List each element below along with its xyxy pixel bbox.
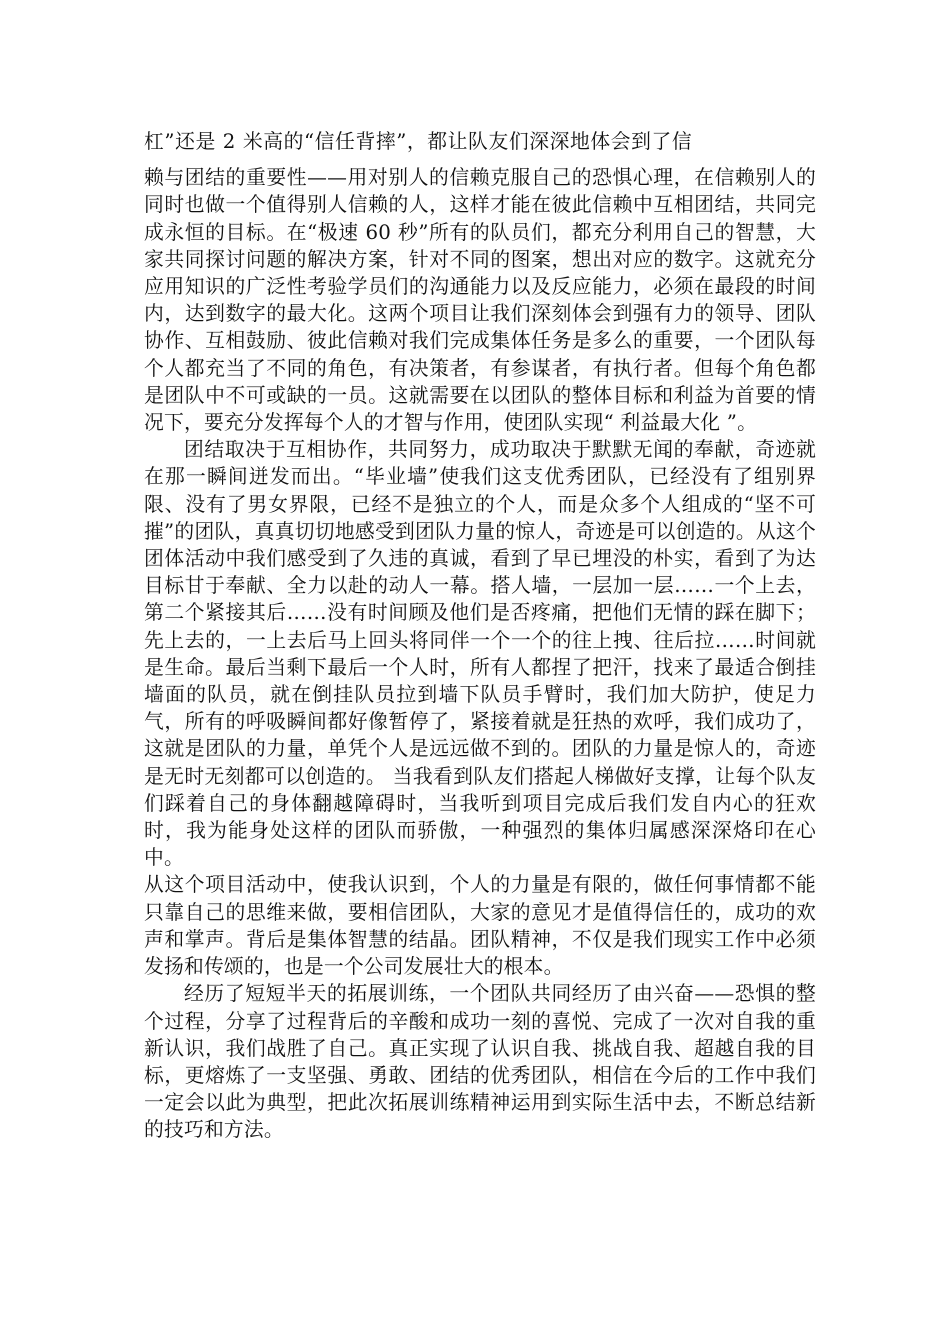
paragraph-conclusion: 经历了短短半天的拓展训练，一个团队共同经历了由兴奋——恐惧的整个过程，分享了过程背后的辛酸和成功一刻的喜悦、完成了一次对自我的重新认识，我们战胜了自己。真正实现了认识自我、挑战自我、超越自我的目标，更熔炼了一支坚强、勇敢、团结的优秀团队，相信在今后的工作中我们一定会以此为典型，把此次拓展训练精神运用到实际生活中去，不断总结新的技巧和方法。: [144, 982, 816, 1142]
document-body: [144, 128, 816, 1144]
continued-first-line: 杠”还是 2 米高的“信任背摔”，都让队友们深深地体会到了信: [144, 130, 693, 153]
paragraph-team-spirit: 从这个项目活动中，使我认识到，个人的力量是有限的，做任何事情都不能只靠自己的思维来做，要相信团队，大家的意见才是值得信任的，成功的欢声和掌声。背后是集体智慧的结晶。团队精神，不仅是我们现实工作中必须发扬和传颂的，也是一个公司发展壮大的根本。: [144, 873, 816, 979]
paragraph-trust-and-cooperation: 赖与团结的重要性——用对别人的信赖克服自己的恐惧心理，在信赖别人的同时也做一个值得别人信赖的人，这样才能在彼此信赖中互相团结，共同完成永恒的目标。在“极速 60 秒”所有的队员们，都充分利用自己的智慧，大家共同探讨问题的解决方案，针对不同的图案，想出对应的数字。这就充分应用知识的广泛性考验学员们的沟通能力以及反应能力，必须在最段的时间内，达到数字的最大化。这两个项目让我们深刻体会到强有力的领导、团队协作、互相鼓励、彼此信赖对我们完成集体任务是多么的重要，一个团队每个人都充当了不同的角色，有决策者，有参谋者，有执行者。但每个角色都是团队中不可或缺的一员。这就需要在以团队的整体目标和利益为首要的情况下，要充分发挥每个人的才智与作用，使团队实现“ 利益最大化 ”。: [144, 166, 816, 435]
paragraph-graduation-wall: 团结取决于互相协作，共同努力，成功取决于默默无闻的奉献，奇迹就在那一瞬间迸发而出。“毕业墙”使我们这支优秀团队，已经没有了组别界限、没有了男女界限，已经不是独立的个人，而是众多个人组成的“坚不可摧”的团队，真真切切地感受到团队力量的惊人，奇迹是可以创造的。从这个团体活动中我们感受到了久违的真诚，看到了早已埋没的朴实，看到了为达目标甘于奉献、全力以赴的动人一幕。搭人墙，一层加一层……一个上去，第二个紧接其后……没有时间顾及他们是否疼痛，把他们无情的踩在脚下；先上去的，一上去后马上回头将同伴一个一个的往上拽、往后拉……时间就是生命。最后当剩下最后一个人时，所有人都捏了把汗，找来了最适合倒挂墙面的队员，就在倒挂队员拉到墙下队员手臂时，我们加大防护，使足力气，所有的呼吸瞬间都好像暂停了，紧接着就是狂热的欢呼，我们成功了，这就是团队的力量，单凭个人是远远做不到的。团队的力量是惊人的，奇迹是无时无刻都可以创造的。 当我看到队友们搭起人梯做好支撑，让每个队友们踩着自己的身体翻越障碍时，当我听到项目完成后我们发自内心的狂欢时，我为能身处这样的团队而骄傲，一种强烈的集体归属感深深烙印在心中。: [144, 438, 816, 870]
